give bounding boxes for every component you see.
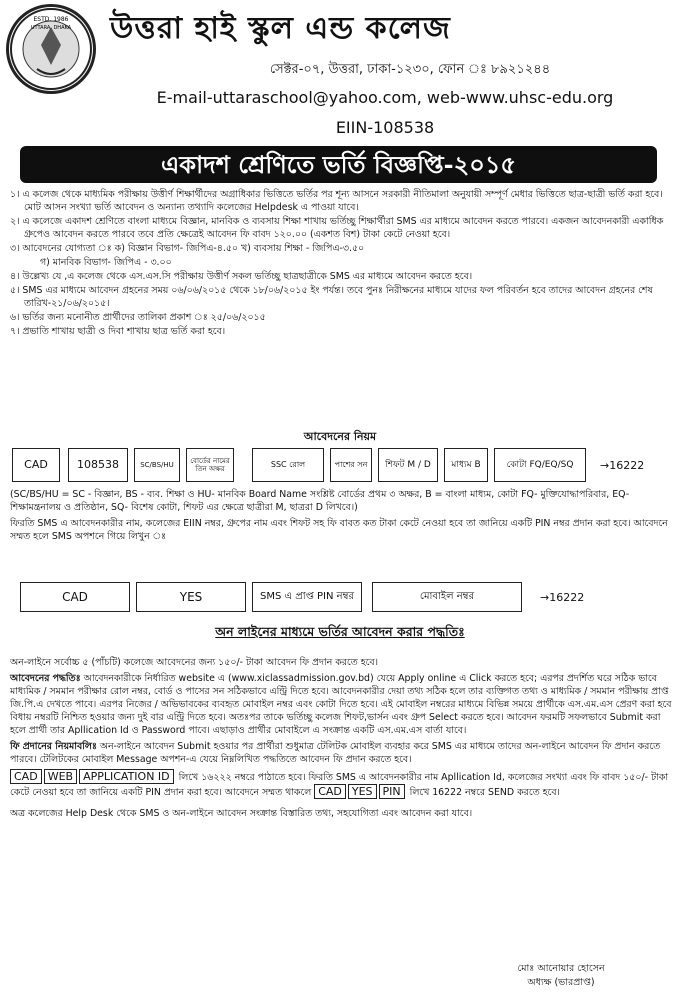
- fee-code-appid: APPLICATION ID: [79, 769, 174, 784]
- fee-code-yes: YES: [348, 784, 377, 799]
- rule-item: ৬। ভর্তির জন্য মনোনীত প্রার্থীদের তালিকা প্রকাশ ঃ ২৫/০৬/২০১৫: [10, 312, 266, 323]
- rule-item: গ) মানবিক বিভাগ- জিপিএ - ৩.০০: [40, 257, 172, 268]
- rule-item: ৫। SMS এর মাধ্যমে আবেদন গ্রহনের সময় ০৬/০৬/২০১৫ থেকে ১৮/০৬/২০১৫ ইং পর্যন্ত। তবে পুনঃ নিরীক্ষনের মাধ্যমে যাদের ফল পরিবর্তন হবে তাদের আবেদন গ্রহনের শেষ তারিখ-২১/০৬/২০১৫।: [10, 285, 653, 309]
- sms-box-cad: CAD: [12, 448, 60, 482]
- online-method: [10, 672, 672, 737]
- online-section: [10, 656, 672, 823]
- fee-code-web: WEB: [44, 769, 77, 784]
- sms-note-text: (SC/BS/HU = SC - বিজ্ঞান, BS - ব্যব. শিক্ষা ও HU- মানবিক Board Name সংশ্লিষ্ট বোর্ডের প্রথম ৩ অক্ষর, B = বাংলা মাধ্যম, কোটা FQ- মুক্তিযোদ্ধাপরিবার, EQ- শিক্ষামন্ত্রনালয় ও প্রতিষ্ঠান, SQ- বিশেষ কোটা, শিফট এর ক্ষেত্রে ছাত্রীরা M, ছাত্ররা D লিখবে।): [10, 489, 630, 513]
- logo-seal-icon: [9, 7, 93, 91]
- college-eiin: EIIN-108538: [335, 118, 435, 137]
- reply-note-text: ফিরতি SMS এ আবেদনকারীর নাম, কলেজের EIIN নম্বর, গ্রুপের নাম এবং শিফট সহ ফি বাবত কত টাকা কেটে নেওয়া হবে তা জানিয়ে একটি PIN নম্বর প্রদান করা হবে। আবেদনে সম্মত হলে SMS অপশনে গিয়ে লিখুন ঃ: [10, 518, 668, 542]
- rule-item: ১। এ কলেজ থেকে মাধ্যমিক পরীক্ষায় উত্তীর্ণ শিক্ষার্থীদের অগ্রাধিকার ভিত্তিতে ভর্তির পর শূন্য আসনে সরকারী নীতিমালা অনুযায়ী সম্পূর্ণ মেধার ভিত্তিতে ছাত্র-ছাত্রী ভর্তি করা হবে। মোট আসন সংখ্যা ভর্তি আবেদন ও অন্যান্য তথ্যাদি কলেজের Helpdesk এ পাওয়া যাবে।: [10, 189, 663, 213]
- online-para1: অন-লাইনে সর্বোচ্চ ৫ (পাঁচটি) কলেজে আবেদনের জন্য ১৫০/- টাকা আবেদন ফি প্রদান করতে হবে।: [10, 657, 378, 668]
- fee-code-pin: PIN: [379, 784, 405, 799]
- college-address: সেক্টর-০৭, উত্তরা, ঢাকা-১২৩০, ফোন ঃ ৮৯২১২৪৪: [269, 62, 551, 77]
- logo-place: UTTARA, DHAKA: [30, 25, 72, 31]
- college-logo: [6, 4, 96, 94]
- fee-line2-text: লিখে 16222 নম্বরে SEND করতে হবে।: [409, 787, 560, 798]
- sms-box-medium: মাধ্যম B: [444, 448, 488, 482]
- sms-box-roll: SSC রোল: [252, 448, 324, 482]
- fee-label: ফি প্রদানের নিয়মাবলিঃ: [10, 741, 97, 752]
- college-title: উত্তরা হাই স্কুল এন্ড কলেজ: [110, 11, 451, 46]
- fee-code-cad2: CAD: [314, 784, 346, 799]
- fee-code-cad: CAD: [10, 769, 42, 784]
- sms-box-board: বোর্ডের নামের তিন অক্ষর: [186, 448, 234, 482]
- rule-item: ৭। প্রভাতি শাখায় ছাত্রী ও দিবা শাখায় ছাত্র ভর্তি করা হবে।: [10, 326, 226, 337]
- signature-role: অধ্যক্ষ (ভারপ্রাপ্ত): [527, 977, 595, 988]
- confirm-box-pin: SMS এ প্রাপ্ত PIN নম্বর: [252, 582, 362, 612]
- sms-box-quota: কোটা FQ/EQ/SQ: [494, 448, 586, 482]
- confirm-arrow-16222: →16222: [540, 591, 585, 604]
- fee-text: অন-লাইনে আবেদন Submit হওয়ার পর প্রার্থীরা শুধুমাত্র টেলিটক মোবাইল ব্যবহার করে SMS এর মাধ্যমে তাদের অন-লাইনে আবেদন ফি প্রদান করতে পারবে। টেলিটকের মোবাইল Message অপশন-এ যেয়ে নিম্নলিখিত পদ্ধতিতে আবেদন ফি প্রদান করতে হবে।: [10, 741, 661, 765]
- sms-box-group: SC/BS/HU: [134, 448, 180, 482]
- logo-estd: ESTD. 1986: [33, 16, 69, 23]
- rule-item: ২। এ কলেজে একাদশ শ্রেণিতে বাংলা মাধ্যমে বিজ্ঞান, মানবিক ও ব্যবসায় শিক্ষা শাখায় ভর্তিচ্ছু শিক্ষার্থীরা SMS এর মাধ্যমে আবেদন করতে পারবে। একজন আবেদনকারী একাধিক গ্রুপেও আবেদন করতে পারবে তবে প্রতি ক্ষেত্রেই আবেদন ফি বাবদ ১২০.০০ (একশত বিশ) টাকা কেটে নেওয়া হবে।: [10, 216, 664, 240]
- helpdesk-note: অত্র কলেজের Help Desk থেকে SMS ও অন-লাইনে আবেদন সংক্রান্ত বিস্তারিত তথ্য, সহযোগিতা এবং আবেদন করা যাবে।: [10, 808, 473, 819]
- signature-block: [461, 962, 661, 990]
- rules-list: [10, 188, 672, 339]
- online-method-label: আবেদনের পদ্ধতিঃ: [10, 673, 81, 684]
- confirm-box-yes: YES: [136, 582, 246, 612]
- sms-box-year: পাশের সন: [330, 448, 372, 482]
- sms-box-eiin: 108538: [68, 448, 128, 482]
- rule-item: ৪। উল্লেখ্য যে ,এ কলেজ থেকে এস.এস.সি পরীক্ষায় উত্তীর্ণ সকল ভর্তিচ্ছু ছাত্রছাত্রীকে SMS এর মাধ্যমে আবেদন করতে হবে।: [10, 271, 473, 282]
- sms-box-shift: শিফট M / D: [378, 448, 438, 482]
- rule-item: ৩। আবেদনের যোগ্যতা ঃ ক) বিজ্ঞান বিভাগ- জিপিএ-৪.৫০ খ) ব্যবসায় শিক্ষা - জিপিএ-৩.৫০: [10, 243, 365, 254]
- sms-note: [10, 488, 672, 546]
- online-method-text: আবেদনকারীকে নির্ধারিত website এ (www.xiclassadmission.gov.bd) যেয়ে Apply online এ Click করতে হবে; এরপর প্রদর্শিত ঘরে সঠিক ভাবে মাধ্যমিক / সমমান পরীক্ষার রোল নম্বর, বোর্ড ও পাসের সন সঠিকভাবে এন্ট্রি দিতে হবে। আবেদনকারীর দেয়া তথ্য সঠিক হলে তার ব্যক্তিগত তথ্য ও মাধ্যমিক / সমমান পরীক্ষায় প্রাপ্ত জি.পি.এ দেখতে পাবে। এরপর নিজের / অভিভাবকের ব্যবহৃত মোবাইল নম্বর এবং কোটা দিতে হবে। এই মোবাইল নম্বরের মাধ্যমে বিভিন্ন সময়ে প্রার্থীকে এস.এম.এস প্রেরণ করা হবে বিধায় নম্বরটি নিশ্চিত হওয়ার জন্য দুই বার এন্ট্রি দিতে হবে। অতঃপর তাকে ভর্তিচ্ছু কলেজ শিফট,ভার্সন এবং গ্রুপ Select করতে হবে। আবেদন ফরমটি সফলভাবে Submit করা হলে প্রার্থী তার Apllication Id ও Password পাবে। এছাড়াও প্রার্থীর মোবাইলে এ সংক্রান্ত একটি এস.এম.এস বার্তা যাবে।: [10, 673, 672, 736]
- online-title: অন লাইনের মাধ্যমে ভর্তির আবেদন করার পদ্ধতিঃ: [215, 624, 465, 639]
- confirm-box-cad: CAD: [20, 582, 130, 612]
- confirm-box-mobile: মোবাইল নম্বর: [372, 582, 522, 612]
- apply-rules-title: আবেদনের নিয়ম: [303, 430, 377, 443]
- admission-banner: একাদশ শ্রেণিতে ভর্তি বিজ্ঞপ্তি-২০১৫: [20, 146, 657, 183]
- fee-rules: [10, 740, 672, 766]
- college-contact: E-mail-uttaraschool@yahoo.com, web-www.uhsc-edu.org: [156, 88, 614, 107]
- sms-arrow-16222: →16222: [600, 459, 645, 472]
- fee-line1-text: লিখে ১৬২২২ নম্বরে পাঠাতে হবে। ফিরতি SMS এ আবেদনকারীর নাম Apllication Id, কলেজের সংখ্যা এবং ফি বাবদ ১৫০/- টাকা কেটে নেওয়া হবে তা জানিয়ে একটি PIN প্রদান করা হবে। আবেদনে সম্মত থাকলে: [10, 772, 669, 798]
- signature-name: মোঃ আনোয়ার হোসেন: [517, 963, 605, 974]
- fee-line1: [10, 769, 672, 799]
